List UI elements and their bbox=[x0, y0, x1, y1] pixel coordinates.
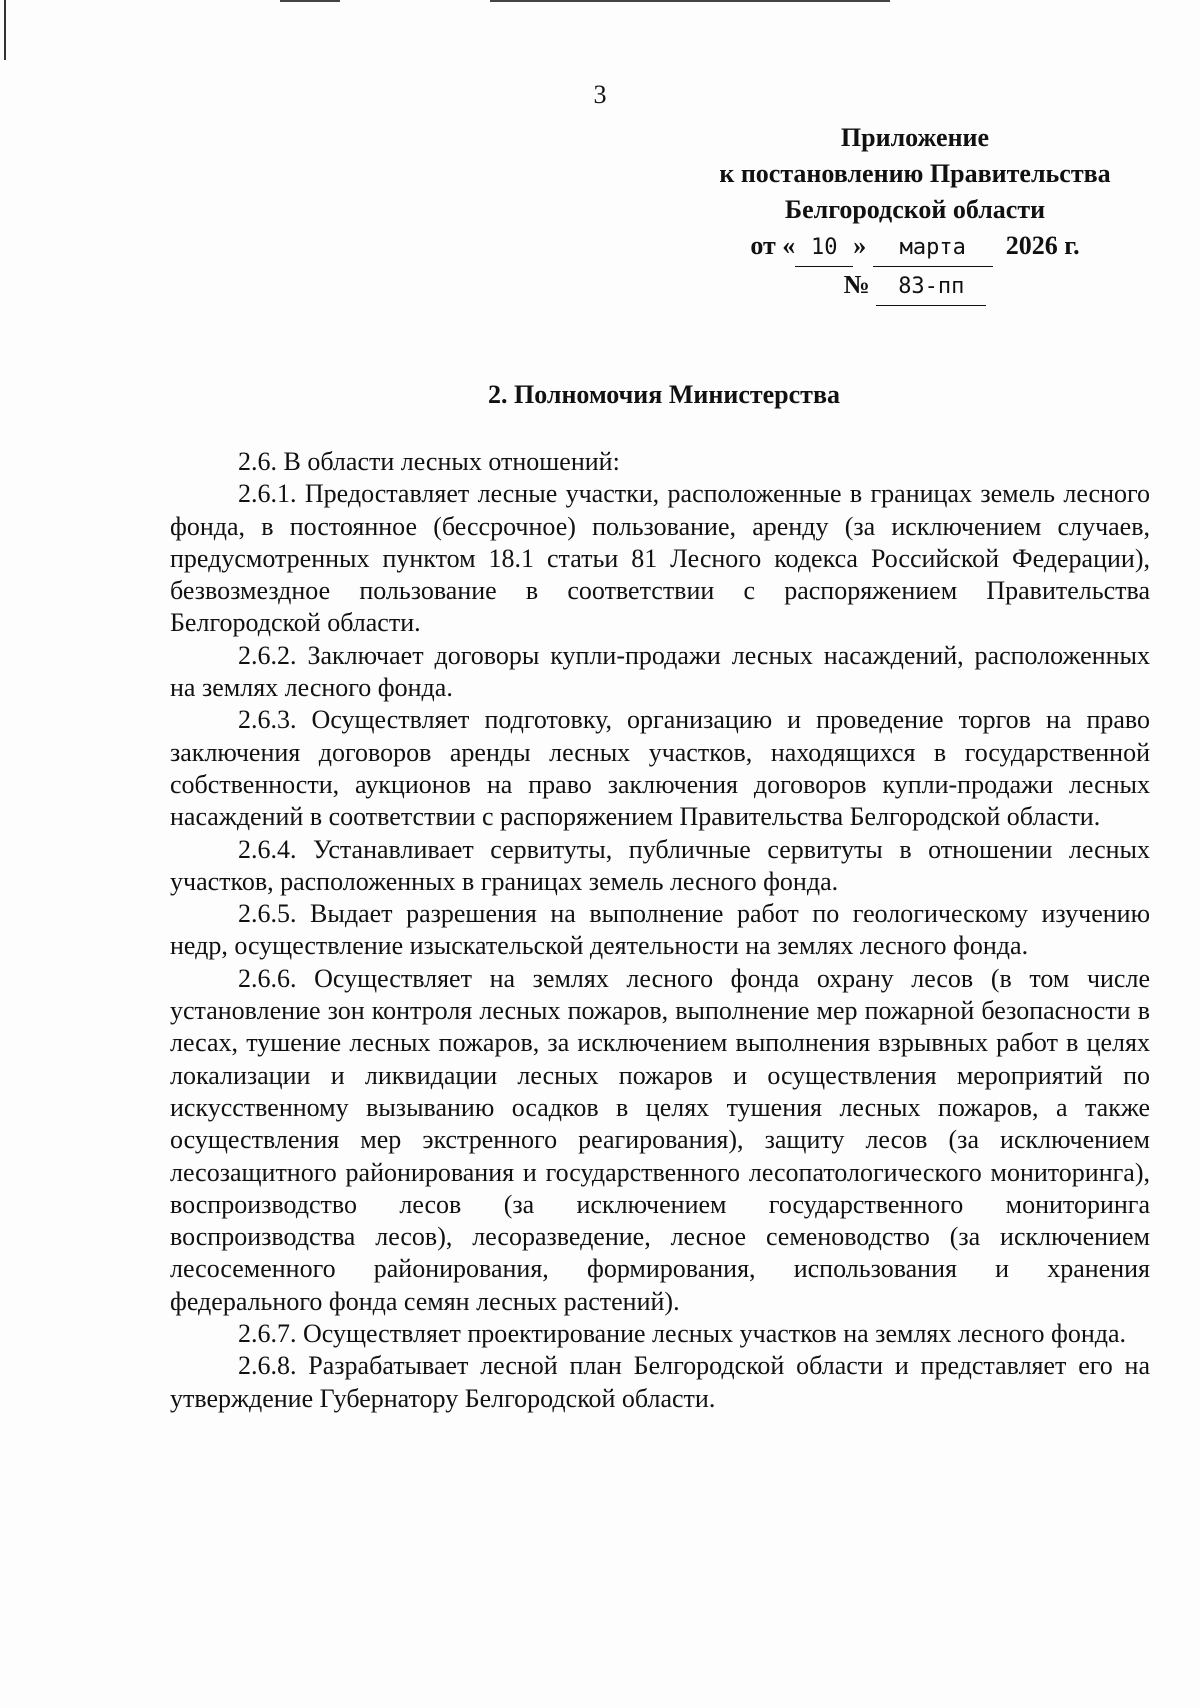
paragraph-2-6-3: 2.6.3. Осуществляет подготовку, организацию и проведение торгов на право заключения договоров аренды лесных участков, находящихся в государственной собственности, аукционов на право заключения договоров купли-продажи лесных насаждений в соответствии с распоряжением Правительства Белгородской области. bbox=[170, 705, 1150, 832]
date-prefix: от « bbox=[750, 231, 796, 260]
number-prefix: № bbox=[843, 270, 870, 299]
scan-artifact-left-edge bbox=[4, 0, 6, 60]
date-month: марта bbox=[873, 230, 993, 267]
document-body bbox=[170, 446, 1150, 1415]
appendix-date bbox=[680, 228, 1150, 267]
appendix-number bbox=[680, 267, 1150, 306]
paragraph-2-6: 2.6. В области лесных отношений: bbox=[238, 447, 620, 476]
section-title: 2. Полномочия Министерства bbox=[487, 380, 840, 409]
appendix-header bbox=[680, 120, 1150, 306]
appendix-region: Белгородской области bbox=[784, 195, 1046, 224]
paragraph-2-6-7: 2.6.7. Осуществляет проектирование лесных участков на землях лесного фонда. bbox=[238, 1319, 1127, 1349]
scan-artifact-top-left bbox=[280, 0, 340, 2]
number-value: 83-пп bbox=[876, 269, 986, 306]
paragraph-2-6-5: 2.6.5. Выдает разрешения на выполнение работ по геологическому изучению недр, осуществление изыскательской деятельности на землях лесного фонда. bbox=[170, 899, 1150, 961]
date-mid: » bbox=[853, 231, 867, 260]
paragraph-2-6-4: 2.6.4. Устанавливает сервитуты, публичные сервитуты в отношении лесных участков, расположенных в границах земель лесного фонда. bbox=[170, 834, 1150, 896]
page-number: 3 bbox=[593, 80, 607, 109]
appendix-reference: к постановлению Правительства bbox=[719, 159, 1111, 188]
paragraph-2-6-8: 2.6.8. Разрабатывает лесной план Белгородской области и представляет его на утверждение Губернатору Белгородской области. bbox=[170, 1351, 1150, 1413]
paragraph-2-6-1: 2.6.1. Предоставляет лесные участки, расположенные в границах земель лесного фонда, в постоянное (бессрочное) пользование, аренду (за исключением случаев, предусмотренных пунктом 18.1 статьи 81 Лесного кодекса Российской Федерации), безвозмездное пользование в соответствии с распоряжением Правительства Белгородской области. bbox=[170, 479, 1150, 638]
date-year: 2026 г. bbox=[1005, 231, 1080, 260]
appendix-title: Приложение bbox=[840, 123, 990, 152]
paragraph-2-6-2: 2.6.2. Заключает договоры купли-продажи лесных насаждений, расположенных на землях лесного фонда. bbox=[170, 640, 1150, 703]
date-day: 10 bbox=[795, 230, 853, 267]
scan-artifact-top-right bbox=[490, 0, 890, 2]
paragraph-2-6-6: 2.6.6. Осуществляет на землях лесного фонда охрану лесов (в том числе установление зон контроля лесных пожаров, выполнение мер пожарной безопасности в лесах, тушение лесных пожаров, за исключением выполнения взрывных работ в целях локализации и ликвидации лесных пожаров и осуществления мероприятий по искусственному вызыванию осадков в целях тушения лесных пожаров, а также осуществления мер экстренного реагирования), защиту лесов (за исключением лесозащитного районирования и государственного лесопатологического мониторинга), воспроизводство лесов (за исключением государственного мониторинга воспроизводства лесов), лесоразведение, лесное семеноводство (за исключением лесосеменного районирования, формирования, использования и хранения федерального фонда семян лесных растений). bbox=[170, 963, 1150, 1316]
